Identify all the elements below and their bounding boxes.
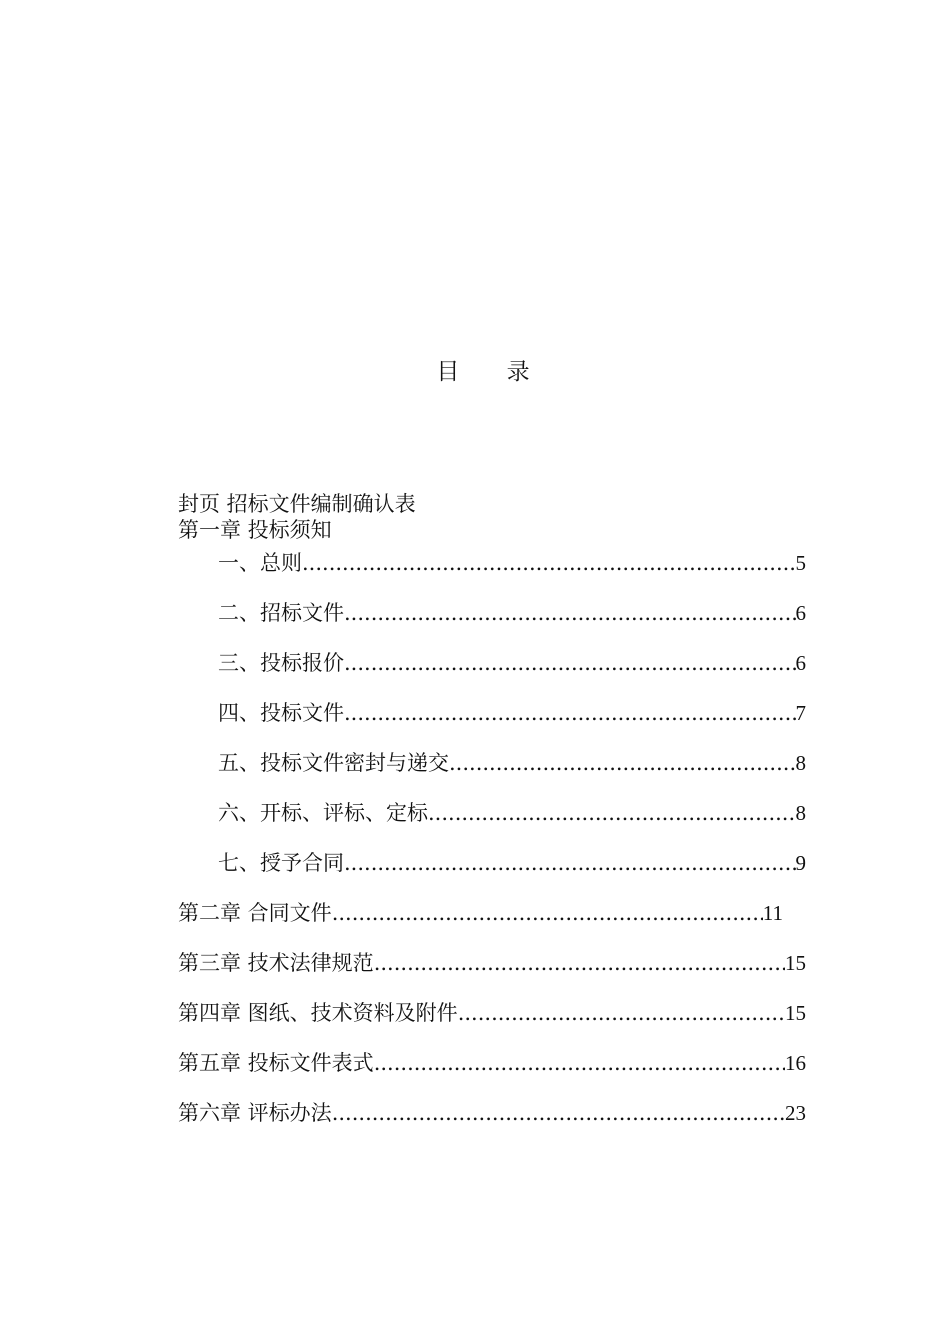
dot-leader (302, 549, 796, 577)
dot-leader (458, 999, 785, 1027)
toc-entry[interactable] (178, 649, 806, 677)
toc-entry-label: 第三章 技术法律规范 (178, 951, 374, 975)
toc-entry-label: 三、投标报价 (218, 651, 344, 675)
dot-leader (374, 1049, 785, 1077)
toc-entry[interactable] (178, 599, 806, 627)
toc-entry[interactable] (178, 699, 806, 727)
toc-entry-label: 第四章 图纸、技术资料及附件 (178, 1001, 458, 1025)
toc-heading: 目 录 (436, 359, 550, 385)
toc-entry-page: 6 (795, 601, 806, 625)
toc-entry[interactable] (178, 1099, 806, 1127)
toc-entry-page: 6 (795, 651, 806, 675)
dot-leader (449, 749, 796, 777)
toc-entry-page: 16 (785, 1051, 806, 1075)
toc-entry[interactable] (178, 999, 806, 1027)
toc-entry-label: 一、总则 (218, 551, 302, 575)
toc-entry-page: 8 (795, 801, 806, 825)
dot-leader (332, 1099, 785, 1127)
toc-entry[interactable] (178, 1049, 806, 1077)
dot-leader (344, 699, 796, 727)
dot-leader (428, 799, 796, 827)
dot-leader (344, 849, 796, 877)
dot-leader (332, 899, 763, 927)
toc-entry-label: 七、授予合同 (218, 851, 344, 875)
dot-leader (344, 649, 796, 677)
toc-cover-line: 封页 招标文件编制确认表 (178, 492, 416, 516)
toc-entry[interactable] (178, 899, 783, 927)
toc-chapter-1-heading: 第一章 投标须知 (178, 518, 332, 542)
toc-entry-label: 第六章 评标办法 (178, 1101, 332, 1125)
toc-entry[interactable] (178, 949, 806, 977)
dot-leader (374, 949, 785, 977)
toc-entry-page: 11 (762, 901, 783, 925)
toc-entry-page: 8 (795, 751, 806, 775)
toc-entry-label: 六、开标、评标、定标 (218, 801, 428, 825)
toc-entry-page: 23 (785, 1101, 806, 1125)
toc-entry[interactable] (178, 849, 806, 877)
toc-entry-label: 第二章 合同文件 (178, 901, 332, 925)
toc-entry-page: 5 (795, 551, 806, 575)
toc-entry[interactable] (178, 799, 806, 827)
toc-entry-label: 二、招标文件 (218, 601, 344, 625)
toc-entry-label: 第五章 投标文件表式 (178, 1051, 374, 1075)
toc-entry[interactable] (178, 549, 806, 577)
table-of-contents (178, 491, 806, 1127)
toc-entry[interactable] (178, 749, 806, 777)
toc-entry-page: 9 (795, 851, 806, 875)
toc-entry-page: 15 (785, 951, 806, 975)
toc-entry-label: 五、投标文件密封与递交 (218, 751, 449, 775)
toc-entry-page: 7 (795, 701, 806, 725)
dot-leader (344, 599, 796, 627)
toc-entry-page: 15 (785, 1001, 806, 1025)
toc-entry-label: 四、投标文件 (218, 701, 344, 725)
